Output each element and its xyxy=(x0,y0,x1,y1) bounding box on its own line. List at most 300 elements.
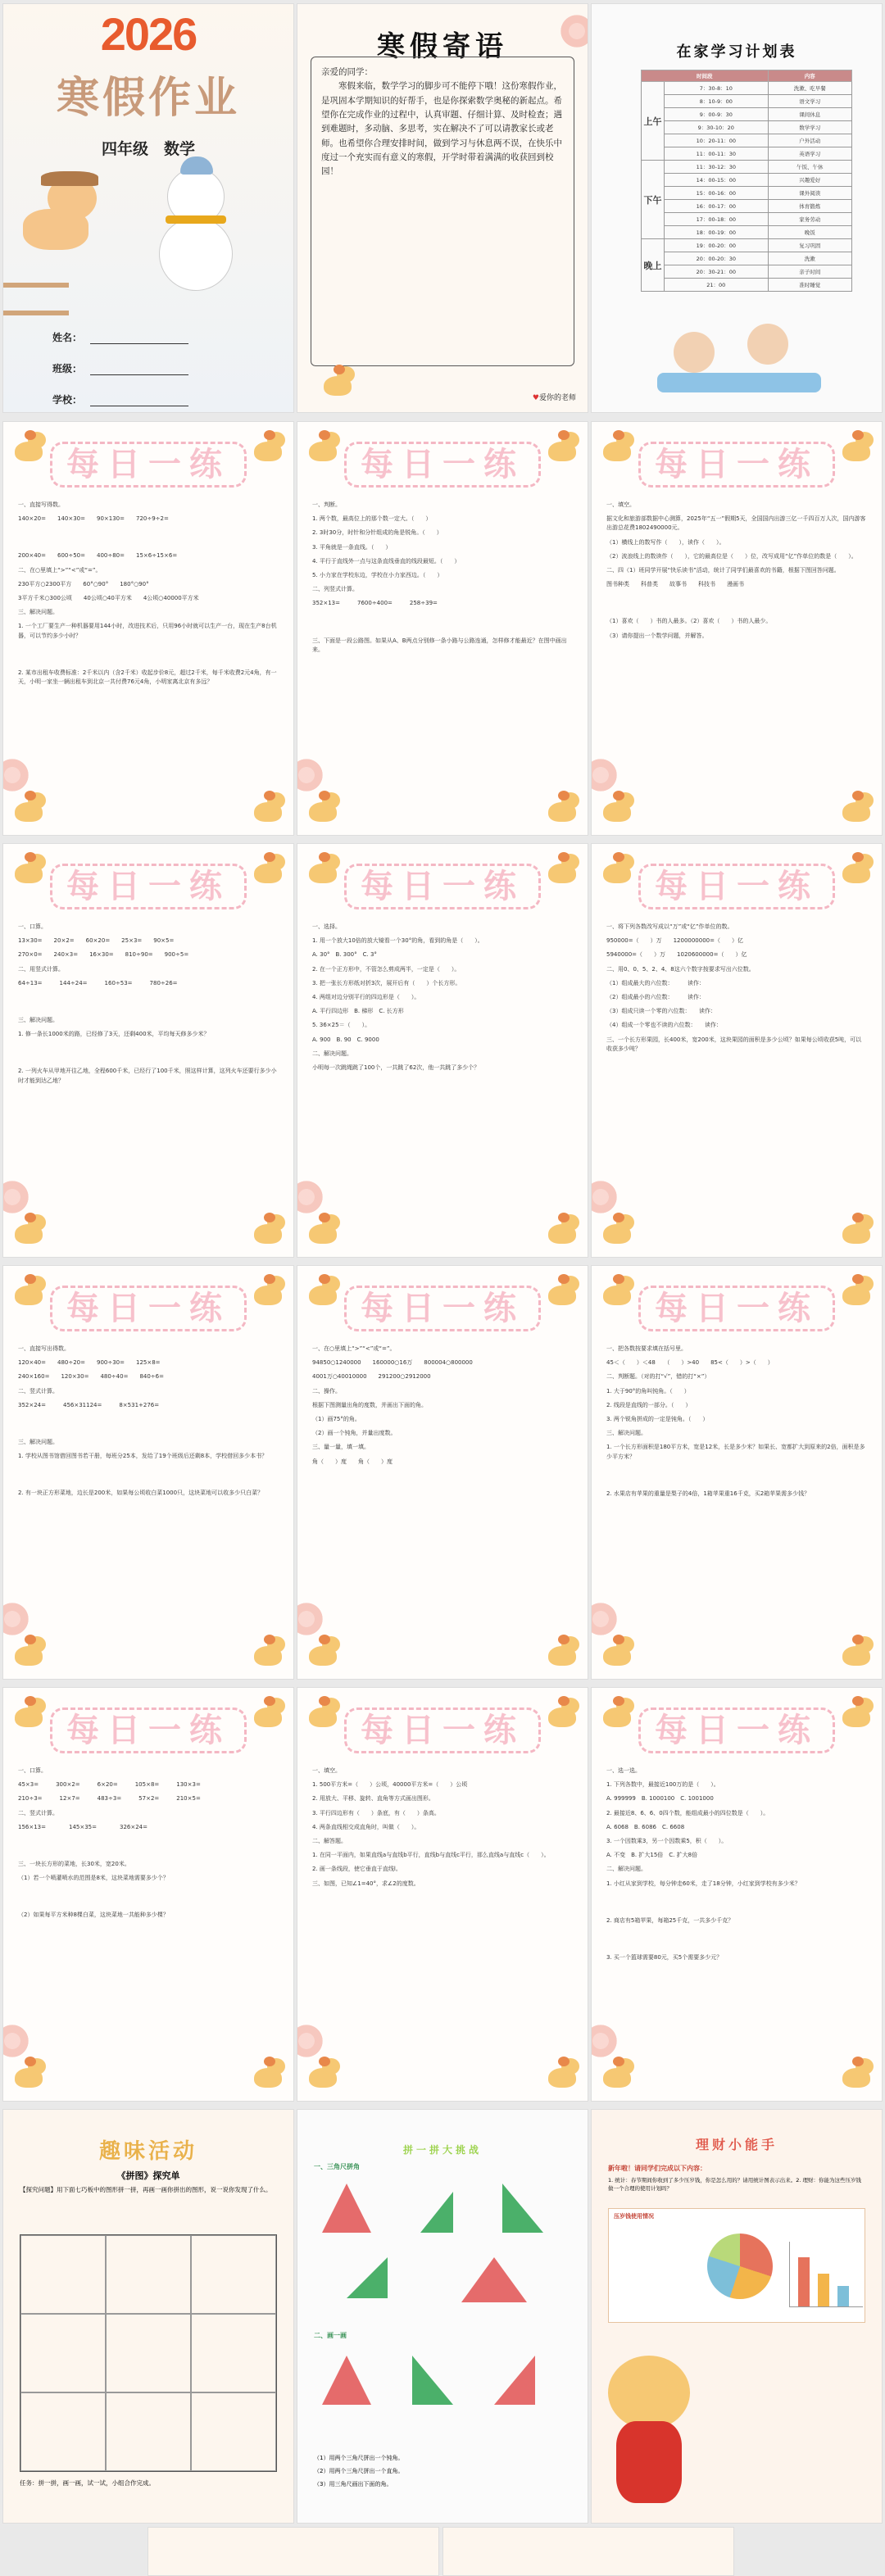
practice-line: （1）横线上的数写作（ ），读作（ ）。 xyxy=(606,538,725,546)
students-illustration xyxy=(657,315,821,397)
practice-line: 13×30= 20×2= 60×20= 25×3= 90×5= xyxy=(18,937,175,945)
practice-line: 5. 36×25＝（ ）。 xyxy=(312,1022,371,1029)
plan-row xyxy=(642,265,852,279)
daily-practice-page xyxy=(591,1265,883,1680)
practice-line: 1. 在同一平面内，如果直线a与直线b平行，直线b与直线c平行，那么直线a与直线c（ ）。 xyxy=(312,1852,550,1859)
plan-content: 复习巩固 xyxy=(768,239,851,252)
letter-body: 寒假来临，数学学习的脚步可不能停下哦！这份寒假作业，是巩固本学期知识的好帮手，也是你探索数学奥秘的新起点。希望你在完成作业的过程中，认真审题、仔细计算、及时检查；遇到难题时，多动脑、多思考，实在解决不了可以请教家长或老师。也希望你合理安排时间，做到学习与休息两不误，在快乐中度过一个充实而有意义的寒假，开学时带着满满的收获回到校园！ xyxy=(321,81,562,177)
practice-line: 一、口算。 xyxy=(18,923,47,930)
horse-icon xyxy=(542,1635,583,1671)
practice-line: 120×40= 480÷20= 900÷30= 125×8= xyxy=(18,1359,161,1367)
cover-subtitle: 四年级 数学 xyxy=(101,140,195,158)
practice-line: 三、下面是一段公路图。如果从A、B两点分别修一条小路与公路连通，怎样修才能最近？在图中画出来。 xyxy=(312,637,567,653)
daily-title: 每日一练 xyxy=(344,442,541,488)
practice-line: 二、操作。 xyxy=(312,1387,341,1395)
class-field[interactable]: 班级： xyxy=(52,361,188,375)
fun3-body: 1. 统计：春节期间你收到了多少压岁钱，你是怎么用的？请用统计图表示出来。2. 理财：你能为这些压岁钱做一个合理的使用计划吗？ xyxy=(608,2177,862,2192)
practice-line: 2. 线段是直线的一部分。（ ） xyxy=(606,1401,692,1408)
horse-mascot xyxy=(600,2356,706,2511)
practice-line: 二、竖式计算。 xyxy=(18,1387,58,1395)
plan-content: 体育锻炼 xyxy=(768,200,851,213)
horse-icon xyxy=(302,1696,343,1732)
fun3-heading: 新年啦！请同学们完成以下内容： xyxy=(608,2165,706,2172)
practice-line: 1. 两个数，最高位上的那个数一定大。（ ） xyxy=(312,515,432,523)
fun2-section-1: 一、三角尺拼角 xyxy=(314,2163,360,2170)
daily-practice-page xyxy=(297,843,588,1258)
daily-title: 每日一练 xyxy=(50,864,247,909)
practice-line: 三、一个长方形果园，长400米，宽200米，这块果园的面积是多少公顷？如果每公顷收获5吨，可以收获多少吨？ xyxy=(606,1036,862,1052)
practice-line: 1. 一个长方形面积是180平方米，宽是12米，长是多少米？如果长、宽都扩大到原来的2倍，面积是多少平方米？ xyxy=(606,1444,865,1460)
plan-row xyxy=(642,279,852,292)
fun1-intro: 【探究问题】用下面七巧板中的图形拼一拼，再画一画你拼出的图形，说一说你发现了什么。 xyxy=(20,2186,272,2193)
fun-page-2 xyxy=(297,2109,588,2524)
practice-line: 一、判断。 xyxy=(312,501,341,508)
practice-content xyxy=(18,1345,279,1503)
horse-icon xyxy=(597,430,638,466)
flower-icon xyxy=(297,2022,325,2060)
practice-content xyxy=(312,923,573,1077)
horse-icon xyxy=(542,2057,583,2093)
fun-page-3 xyxy=(591,2109,883,2524)
practice-line: 3. 平行四边形有（ ）条底，有（ ）条高。 xyxy=(312,1809,440,1816)
practice-line: （2）画一个钝角，并量出度数。 xyxy=(312,1430,397,1437)
practice-line: 2. 商店有5箱苹果，每箱25千克，一共多少千克？ xyxy=(606,1916,734,1924)
plan-time: 16：00-17：00 xyxy=(665,200,769,213)
plan-time: 11：30-12：30 xyxy=(665,161,769,174)
practice-line: （3）请你提出一个数学问题，并解答。 xyxy=(606,632,708,639)
practice-line: 5. 小力家在学校东边，学校在小力家西边。（ ） xyxy=(312,571,443,578)
fun1-task: 任务：拼一拼，画一画，试一试，小组合作完成。 xyxy=(20,2479,155,2487)
horse-icon xyxy=(8,852,49,888)
fun2-q1: （1）用两个三角尺拼出一个钝角。 xyxy=(314,2455,404,2461)
horse-icon xyxy=(8,791,49,827)
practice-line: 二、在○里填上“>”“<”或“=”。 xyxy=(18,566,102,574)
horse-icon xyxy=(247,852,288,888)
practice-line: 45＜（ ）＜48 （ ）>40 85<（ ）>（ ） xyxy=(606,1359,774,1367)
practice-line: 2. 3时30分，时针和分针组成的角是锐角。（ ） xyxy=(312,529,442,537)
practice-line xyxy=(606,1893,867,1912)
horse-icon xyxy=(8,1696,49,1732)
flower-icon xyxy=(591,2022,620,2060)
practice-line: 二、判断题。（对的打“√”，错的打“×”） xyxy=(606,1373,710,1381)
plan-time: 20：00-20：30 xyxy=(665,252,769,265)
practice-line: 200×40= 600÷50= 400÷80= 15×6÷15×6= xyxy=(18,552,178,560)
triangles-block-1 xyxy=(314,2175,571,2323)
practice-line: 240×160= 120×30= 480÷40= 840÷6= xyxy=(18,1373,164,1381)
horse-icon xyxy=(836,430,877,466)
tangram-grid xyxy=(20,2234,277,2472)
practice-line: 2. 水果店有苹果的重量是梨子的4倍，1箱苹果重16千克，买2箱苹果需多少钱？ xyxy=(606,1490,810,1497)
practice-line: 一、填空。 xyxy=(312,1767,341,1774)
horse-icon xyxy=(836,1213,877,1249)
horse-icon xyxy=(8,1635,49,1671)
practice-line: 94850○1240000 160000○16万 800004○800000 xyxy=(312,1359,473,1367)
plan-row xyxy=(642,108,852,121)
practice-line: 352×24= 456×31124= 8×531+276= xyxy=(18,1401,160,1408)
letter-page xyxy=(297,3,588,413)
practice-line: 三、量一量，填一填。 xyxy=(312,1444,370,1451)
flower-icon xyxy=(297,1178,325,1216)
horse-icon xyxy=(302,1274,343,1310)
practice-line: 3. 把一张长方形纸对折3次，展开后有（ ）个长方形。 xyxy=(312,979,461,986)
daily-title: 每日一练 xyxy=(638,442,835,488)
daily-practice-page xyxy=(591,843,883,1258)
plan-period: 晚上 xyxy=(642,239,665,292)
plan-time: 17：00-18：00 xyxy=(665,213,769,226)
practice-line: 1. 用一个放大10倍的放大镜看一个30°的角，看到的角是（ ）。 xyxy=(312,937,483,945)
practice-line: 角（ ）度 角（ ）度 xyxy=(312,1458,393,1465)
school-field[interactable]: 学校： xyxy=(52,392,188,406)
plan-content: 洗漱 xyxy=(768,252,851,265)
practice-line: 3. 平角就是一条直线。（ ） xyxy=(312,543,392,551)
plan-content: 数学学习 xyxy=(768,121,851,134)
practice-line: 二、用0、0、5、2、4、8这六个数字按要求写出六位数。 xyxy=(606,965,755,973)
daily-title: 每日一练 xyxy=(638,1286,835,1331)
plan-row xyxy=(642,226,852,239)
practice-line xyxy=(312,614,573,632)
cover-year: 2026 xyxy=(100,8,197,60)
practice-line: 140×20= 140×30= 90×130= 720÷9÷2= xyxy=(18,515,169,523)
horse-icon xyxy=(302,852,343,888)
letter-sign: ♥爱你的老师 xyxy=(532,394,576,402)
daily-title: 每日一练 xyxy=(638,1708,835,1753)
practice-line xyxy=(606,1930,867,1948)
fun1-banner: 趣味活动 xyxy=(98,2139,198,2164)
heart-icon: ♥ xyxy=(532,394,539,402)
plan-row xyxy=(642,82,852,95)
horse-illustration xyxy=(15,176,105,266)
daily-practice-page xyxy=(2,1687,294,2102)
practice-line: 二、解答题。 xyxy=(312,1837,347,1844)
daily-title: 每日一练 xyxy=(50,1708,247,1753)
daily-practice-page xyxy=(2,843,294,1258)
plan-header-time: 时间段 xyxy=(642,70,769,82)
name-field[interactable]: 姓名： xyxy=(52,330,188,344)
practice-content xyxy=(606,1345,867,1503)
practice-line: （2）组成最小的六位数： 读作： xyxy=(606,993,705,1000)
triangles-block-2 xyxy=(314,2347,571,2438)
practice-line: 5940000=（ ）万 1020600000=（ ）亿 xyxy=(606,951,747,959)
practice-line: 二、四（1）班同学开展“快乐读书”活动，统计了同学们最喜欢的书籍，根据下图回答问题。 xyxy=(606,566,840,574)
plan-content: 英语学习 xyxy=(768,147,851,161)
horse-icon xyxy=(247,791,288,827)
daily-practice-page xyxy=(2,1265,294,1680)
plan-time: 11：00-11：30 xyxy=(665,147,769,161)
horse-icon xyxy=(8,1213,49,1249)
practice-line: 一、填空。 xyxy=(606,501,635,508)
daily-title: 每日一练 xyxy=(50,442,247,488)
practice-line: 三、解决问题。 xyxy=(18,609,58,616)
practice-line: 二、解决问题。 xyxy=(606,1866,647,1873)
practice-line xyxy=(18,1837,279,1855)
plan-time: 14：00-15：00 xyxy=(665,174,769,187)
plan-time: 18：00-19：00 xyxy=(665,226,769,239)
fun-page-1 xyxy=(2,2109,294,2524)
practice-content xyxy=(18,923,279,1091)
fun2-q3: （3）用三角尺画出下面的角。 xyxy=(314,2481,393,2488)
plan-content: 语文学习 xyxy=(768,95,851,108)
practice-line: 三、解决问题。 xyxy=(18,1438,58,1445)
letter-box xyxy=(311,57,574,366)
daily-practice-page xyxy=(591,421,883,836)
daily-practice-page xyxy=(2,421,294,836)
practice-line: （1）若一个喷灌喷水的范围是8米，这块菜地需要多少个？ xyxy=(18,1875,169,1882)
daily-practice-page xyxy=(297,421,588,836)
flower-icon xyxy=(591,1600,620,1638)
partial-page-2 xyxy=(442,2527,734,2576)
fun2-section-2: 二、画一画 xyxy=(314,2332,347,2339)
horse-icon xyxy=(247,1213,288,1249)
practice-line: A. 平行四边形 B. 梯形 C. 长方形 xyxy=(312,1008,404,1015)
flower-icon xyxy=(297,1600,325,1638)
horse-icon xyxy=(247,1635,288,1671)
plan-content: 午饭、午休 xyxy=(768,161,851,174)
practice-line: 一、口算。 xyxy=(18,1767,47,1774)
flower-icon xyxy=(2,756,31,794)
practice-line: 3. 一个因数乘3，另一个因数乘5，积（ ）。 xyxy=(606,1837,728,1844)
plan-row xyxy=(642,239,852,252)
practice-line: A. 30° B. 300° C. 3° xyxy=(312,951,377,959)
practice-line: 1. 下列各数中，最接近100万的是（ ）。 xyxy=(606,1781,719,1789)
horse-icon xyxy=(542,791,583,827)
horse-icon xyxy=(597,1274,638,1310)
practice-content xyxy=(312,1766,573,1893)
practice-line: 据文化和旅游部数据中心测算，2025年“五一”假期5天，全国国内出游三亿一千四百万人次，国内游客出游总花费1802490000元。 xyxy=(606,515,866,532)
practice-line: 三、解决问题。 xyxy=(18,1016,58,1023)
horse-icon xyxy=(542,852,583,888)
cover-page xyxy=(2,3,294,413)
practice-line: 4. 平行于直线外一点与这条直线垂直的线段最短。（ ） xyxy=(312,557,461,565)
plan-header-content: 内容 xyxy=(768,70,851,82)
horse-icon xyxy=(302,791,343,827)
practice-line: A. 999999 B. 1000100 C. 1001000 xyxy=(606,1795,714,1803)
pie-chart xyxy=(707,2234,773,2299)
daily-title: 每日一练 xyxy=(638,864,835,909)
practice-line: （1）喜欢（ ）书的人最多。（2）喜欢（ ）书的人最少。 xyxy=(606,618,772,625)
daily-title: 每日一练 xyxy=(344,1286,541,1331)
horse-icon xyxy=(597,791,638,827)
plan-time: 10：20-11：00 xyxy=(665,134,769,147)
practice-line: 二、竖式计算。 xyxy=(18,1809,58,1816)
practice-line xyxy=(18,1415,279,1433)
horse-icon xyxy=(836,791,877,827)
horse-icon xyxy=(597,1635,638,1671)
practice-line: 230平方○2300平方 60°○90° 180°○90° xyxy=(18,580,149,587)
practice-line xyxy=(606,1467,867,1485)
fun3-banner: 理财小能手 xyxy=(695,2137,778,2152)
horse-icon xyxy=(8,1274,49,1310)
practice-line xyxy=(18,646,279,664)
practice-line: 图书种类 科普类 故事书 科技书 漫画书 xyxy=(606,581,744,588)
practice-line: 二、用竖式计算。 xyxy=(18,965,64,973)
practice-line: 2. 画一条线段，使它垂直于直线l。 xyxy=(312,1866,402,1873)
plan-content: 课外阅读 xyxy=(768,187,851,200)
practice-line: 4001万○40010000 291200○2912000 xyxy=(312,1373,431,1381)
practice-line: 三、如图，已知∠1=40°，求∠2的度数。 xyxy=(312,1880,420,1887)
practice-line: （1）组成最大的六位数： 读作： xyxy=(606,979,705,986)
practice-content xyxy=(312,1345,573,1472)
practice-line xyxy=(18,1888,279,1906)
horse-icon xyxy=(302,2057,343,2093)
practice-line: 二、解决问题。 xyxy=(312,1050,352,1057)
practice-line: （1）画75°的角。 xyxy=(312,1415,361,1422)
practice-content xyxy=(606,1766,867,1967)
plan-time: 20：30-21：00 xyxy=(665,265,769,279)
horse-icon xyxy=(836,1635,877,1671)
letter-greeting: 亲爱的同学： xyxy=(321,67,373,77)
horse-icon xyxy=(836,1274,877,1310)
practice-line: 1. 修一条长1000米的路，已经修了3天，还剩400米，平均每天修多少米？ xyxy=(18,1031,210,1038)
plan-time: 19：00-20：00 xyxy=(665,239,769,252)
horse-icon xyxy=(8,2057,49,2093)
plan-content: 准时睡觉 xyxy=(768,279,851,292)
plan-page xyxy=(591,3,883,413)
fun2-q2: （2）用两个三角尺拼出一个直角。 xyxy=(314,2468,404,2474)
practice-line: 950000=（ ）万 1200000000=（ ）亿 xyxy=(606,937,743,945)
horse-icon xyxy=(302,1213,343,1249)
practice-line: 270×0= 240×3= 16×30= 810÷90= 900÷5= xyxy=(18,951,189,959)
practice-line: 三、解决问题。 xyxy=(606,1430,647,1437)
practice-line: （2）如果每平方米种8棵白菜，这块菜地一共能种多少棵？ xyxy=(18,1912,169,1919)
practice-line: A. 900 B. 90 C. 9000 xyxy=(312,1036,379,1043)
letter-title: 寒假寄语 xyxy=(377,30,508,63)
practice-line: 352×13= 7600÷400= 258÷39= xyxy=(312,600,438,607)
plan-content: 户外活动 xyxy=(768,134,851,147)
practice-line xyxy=(18,993,279,1011)
practice-line: 3. 买一个篮球需要80元，买5个需要多少元？ xyxy=(606,1953,723,1961)
practice-line: 1. 500平方米=（ ）公顷，40000平方米=（ ）公顷 xyxy=(312,1781,468,1789)
practice-line: 3. 两个锐角拼成的一定是钝角。（ ） xyxy=(606,1415,709,1422)
fun2-banner: 拼一拼大挑战 xyxy=(402,2144,483,2156)
plan-content: 家务劳动 xyxy=(768,213,851,226)
horse-icon xyxy=(836,1696,877,1732)
fun3-chart-caption: 压岁钱使用情况 xyxy=(614,2213,654,2220)
horse-icon xyxy=(542,430,583,466)
practice-line xyxy=(606,594,867,612)
horse-icon xyxy=(597,1696,638,1732)
practice-content xyxy=(606,501,867,646)
flower-icon xyxy=(591,756,620,794)
bar-chart xyxy=(789,2242,863,2307)
flower-icon xyxy=(2,2022,31,2060)
practice-line: 4. 两组对边分别平行的四边形是（ ）。 xyxy=(312,993,420,1000)
practice-content xyxy=(18,1766,279,1925)
practice-line: 一、直接写出得数。 xyxy=(18,1345,70,1352)
practice-line: 一、选择。 xyxy=(312,923,341,930)
horse-icon xyxy=(836,2057,877,2093)
practice-line: 1. 一个工厂要生产一种机器要用144小时，改进技术后，只用96小时就可以生产一台，现在生产8台机器，可以节约多少小时？ xyxy=(18,623,277,639)
horse-icon xyxy=(597,1213,638,1249)
plan-row xyxy=(642,213,852,226)
plan-row xyxy=(642,174,852,187)
plan-row xyxy=(642,95,852,108)
practice-line: 2. 一列火车从甲地开往乙地，全程600千米，已经行了100千米，照这样计算，这列火车还要行多少小时才能到达乙地？ xyxy=(18,1068,277,1084)
practice-line: 45×3= 300×2= 6×20= 105×8= 130×3= xyxy=(18,1781,201,1789)
plan-time: 7：30-8：10 xyxy=(665,82,769,95)
flower-icon xyxy=(2,1178,31,1216)
daily-title: 每日一练 xyxy=(344,864,541,909)
practice-line: （2）波浪线上的数读作（ ），它的最高位是（ ）位，改写成用“亿”作单位的数是（ ）。 xyxy=(606,552,857,560)
plan-time: 8：10-9：00 xyxy=(665,95,769,108)
plan-row xyxy=(642,121,852,134)
partial-page-1 xyxy=(148,2527,439,2576)
practice-line: 小明每一次跳绳跳了100个，一共跳了62次，他一共跳了多少个？ xyxy=(312,1064,480,1071)
plan-row xyxy=(642,187,852,200)
flower-icon xyxy=(591,1178,620,1216)
horse-icon xyxy=(836,852,877,888)
plan-content: 亲子时间 xyxy=(768,265,851,279)
fun3-chart-area xyxy=(608,2208,865,2323)
horse-icon xyxy=(542,1274,583,1310)
plan-period: 下午 xyxy=(642,161,665,239)
practice-line: （3）组成只读一个零的六位数： 读作： xyxy=(606,1008,716,1015)
plan-time: 9：00-9：30 xyxy=(665,108,769,121)
practice-content xyxy=(606,923,867,1059)
daily-practice-page xyxy=(297,1687,588,2102)
practice-line: 一、直接写得数。 xyxy=(18,501,64,508)
practice-line: 二、列竖式计算。 xyxy=(312,586,358,593)
plan-row xyxy=(642,252,852,265)
plan-row xyxy=(642,200,852,213)
practice-line: 一、将下列各数改写成以“万”或“亿”作单位的数。 xyxy=(606,923,733,930)
practice-line: 一、选一选。 xyxy=(606,1767,641,1774)
practice-line: 4. 两条直线相交成直角时，叫做（ ）。 xyxy=(312,1823,420,1830)
practice-line: 2. 有一块正方形菜地，边长是200米，如果每公顷收白菜1000只，这块菜地可以收多少只白菜？ xyxy=(18,1490,264,1497)
horse-icon xyxy=(317,365,358,401)
practice-line: （4）组成一个零也不读的六位数： 读作： xyxy=(606,1022,722,1029)
plan-time: 9：30-10：20 xyxy=(665,121,769,134)
horse-icon xyxy=(247,2057,288,2093)
daily-practice-page xyxy=(297,1265,588,1680)
horse-icon xyxy=(8,430,49,466)
practice-line: 2. 在一个正方形中，不管怎么剪成两半，一定是（ ）。 xyxy=(312,965,461,973)
plan-period: 上午 xyxy=(642,82,665,161)
daily-title: 每日一练 xyxy=(50,1286,247,1331)
daily-practice-page xyxy=(591,1687,883,2102)
horse-icon xyxy=(247,430,288,466)
practice-line xyxy=(18,1466,279,1484)
plan-content: 课间休息 xyxy=(768,108,851,121)
plan-row xyxy=(642,161,852,174)
practice-line: A. 6068 B. 6086 C. 6608 xyxy=(606,1823,685,1830)
horse-icon xyxy=(542,1213,583,1249)
flower-icon xyxy=(297,756,325,794)
practice-line: 一、在○里填上“>”“<”或“=”。 xyxy=(312,1345,396,1352)
practice-line: A. 不变 B. 扩大15倍 C. 扩大8倍 xyxy=(606,1852,698,1859)
practice-line: 1. 学校从图书馆借回图书若干册，每班分25本，发给了19个班级后还剩8本，学校借回多少本书？ xyxy=(18,1453,268,1460)
horse-icon xyxy=(302,1635,343,1671)
fence xyxy=(3,283,69,315)
practice-line: 一、把各数按要求填在括号里。 xyxy=(606,1345,687,1352)
practice-line: 64÷13= 144÷24= 160÷53= 780÷26= xyxy=(18,979,178,986)
plan-title: 在家学习计划表 xyxy=(676,43,797,61)
horse-icon xyxy=(542,1696,583,1732)
plan-content: 洗漱、吃早餐 xyxy=(768,82,851,95)
practice-line: 1. 小红从家到学校，每分钟走60米，走了18分钟，小红家到学校有多少米？ xyxy=(606,1880,801,1887)
horse-icon xyxy=(302,430,343,466)
fun1-heading: 《拼图》探究单 xyxy=(116,2170,180,2181)
practice-line: 3平方千米○300公顷 40公顷○40平方米 4公顷○40000平方米 xyxy=(18,594,199,601)
plan-time: 15：00-16：00 xyxy=(665,187,769,200)
plan-content: 兴趣爱好 xyxy=(768,174,851,187)
cover-title: 寒假作业 xyxy=(56,73,240,123)
horse-icon xyxy=(597,852,638,888)
plan-row xyxy=(642,134,852,147)
horse-icon xyxy=(597,2057,638,2093)
horse-icon xyxy=(247,1696,288,1732)
practice-line xyxy=(18,528,279,546)
practice-line: 156×13= 145×35= 326×24= xyxy=(18,1823,148,1830)
